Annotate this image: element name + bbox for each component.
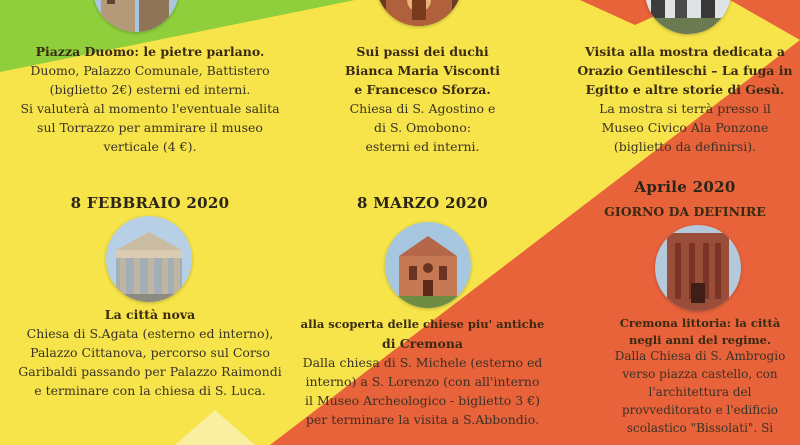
col1-line-2: Garibaldi passando per Palazzo Raimondi bbox=[18, 364, 282, 379]
col2-line-1: interno) a S. Lorenzo (con all'interno bbox=[305, 374, 540, 389]
col3-line-0: Dalla Chiesa di S. Ambrogio bbox=[614, 349, 786, 363]
col2-title-0: alla scoperta delle chiese piu' antiche bbox=[300, 317, 545, 331]
col3-top-line-0: La mostra si terrà presso il bbox=[599, 101, 771, 116]
col2-top-line-2: esterni ed interni. bbox=[365, 139, 480, 154]
col3-line-3: provveditorato e l'edificio bbox=[621, 403, 779, 417]
col1-date: 8 FEBBRAIO 2020 bbox=[70, 194, 230, 212]
sant-agata-photo bbox=[106, 216, 192, 302]
col1-line-1: Palazzo Cittanova, percorso sul Corso bbox=[30, 345, 270, 360]
col3-top-title-0: Visita alla mostra dedicata a bbox=[585, 44, 785, 59]
col3-date: Aprile 2020 bbox=[634, 178, 736, 196]
fascist-building-photo bbox=[655, 225, 741, 311]
col3-title-0: Cremona littoria: la città bbox=[619, 316, 781, 330]
col1-bottom bbox=[0, 305, 300, 400]
col1-top-line-4: verticale (4 €). bbox=[103, 139, 197, 154]
col3-line-2: l'architettura del bbox=[648, 385, 752, 399]
col1-top-title: Piazza Duomo: le pietre parlano. bbox=[35, 44, 265, 59]
col3-top-line-1: Museo Civico Ala Ponzone bbox=[601, 120, 769, 135]
col2-bottom bbox=[295, 315, 550, 429]
col3-title-1: negli anni del regime. bbox=[628, 333, 771, 347]
col2-top-title-0: Sui passi dei duchi bbox=[356, 44, 489, 59]
col2-date: 8 MARZO 2020 bbox=[357, 194, 488, 212]
col2-top-title-1: Bianca Maria Visconti bbox=[344, 63, 501, 78]
col2-top-line-0: Chiesa di S. Agostino e bbox=[349, 101, 496, 116]
col3-top-title-2: Egitto e altre storie di Gesù. bbox=[585, 82, 785, 97]
col2-title-1: di Cremona bbox=[381, 336, 464, 351]
col3-line-4: scolastico "Bissolati". Si bbox=[626, 421, 774, 435]
col1-title: La città nova bbox=[104, 307, 196, 322]
col2-line-0: Dalla chiesa di S. Michele (esterno ed bbox=[302, 355, 543, 370]
col1-top-line-2: Si valuterà al momento l'eventuale salita bbox=[20, 101, 280, 116]
col3-line-1: verso piazza castello, con bbox=[622, 367, 778, 381]
col2-top-title-2: e Francesco Sforza. bbox=[354, 82, 491, 97]
col1-top-line-1: (biglietto 2€) esterni ed interni. bbox=[49, 82, 251, 97]
col2-line-3: per terminare la visita a S.Abbondio. bbox=[305, 412, 540, 427]
col3-top-line-2: (biglietto da definirsi). bbox=[613, 139, 757, 154]
col1-line-3: e terminare con la chiesa di S. Luca. bbox=[34, 383, 266, 398]
san-michele-photo bbox=[385, 222, 471, 308]
col1-line-0: Chiesa di S.Agata (esterno ed interno), bbox=[26, 326, 274, 341]
col3-bottom bbox=[600, 314, 800, 437]
col3-top-title-1: Orazio Gentileschi – La fuga in bbox=[577, 63, 793, 78]
col3-top bbox=[570, 42, 800, 156]
col2-line-2: il Museo Archeologico - biglietto 3 €) bbox=[304, 393, 541, 408]
col1-top bbox=[0, 42, 300, 156]
col3-date-block bbox=[570, 176, 800, 221]
col2-top-line-1: di S. Omobono: bbox=[374, 120, 471, 135]
col3-subdate: GIORNO DA DEFINIRE bbox=[604, 204, 766, 219]
col2-top bbox=[295, 42, 550, 156]
col1-top-line-0: Duomo, Palazzo Comunale, Battistero bbox=[30, 63, 270, 78]
col1-top-line-3: sul Torrazzo per ammirare il museo bbox=[37, 120, 263, 135]
